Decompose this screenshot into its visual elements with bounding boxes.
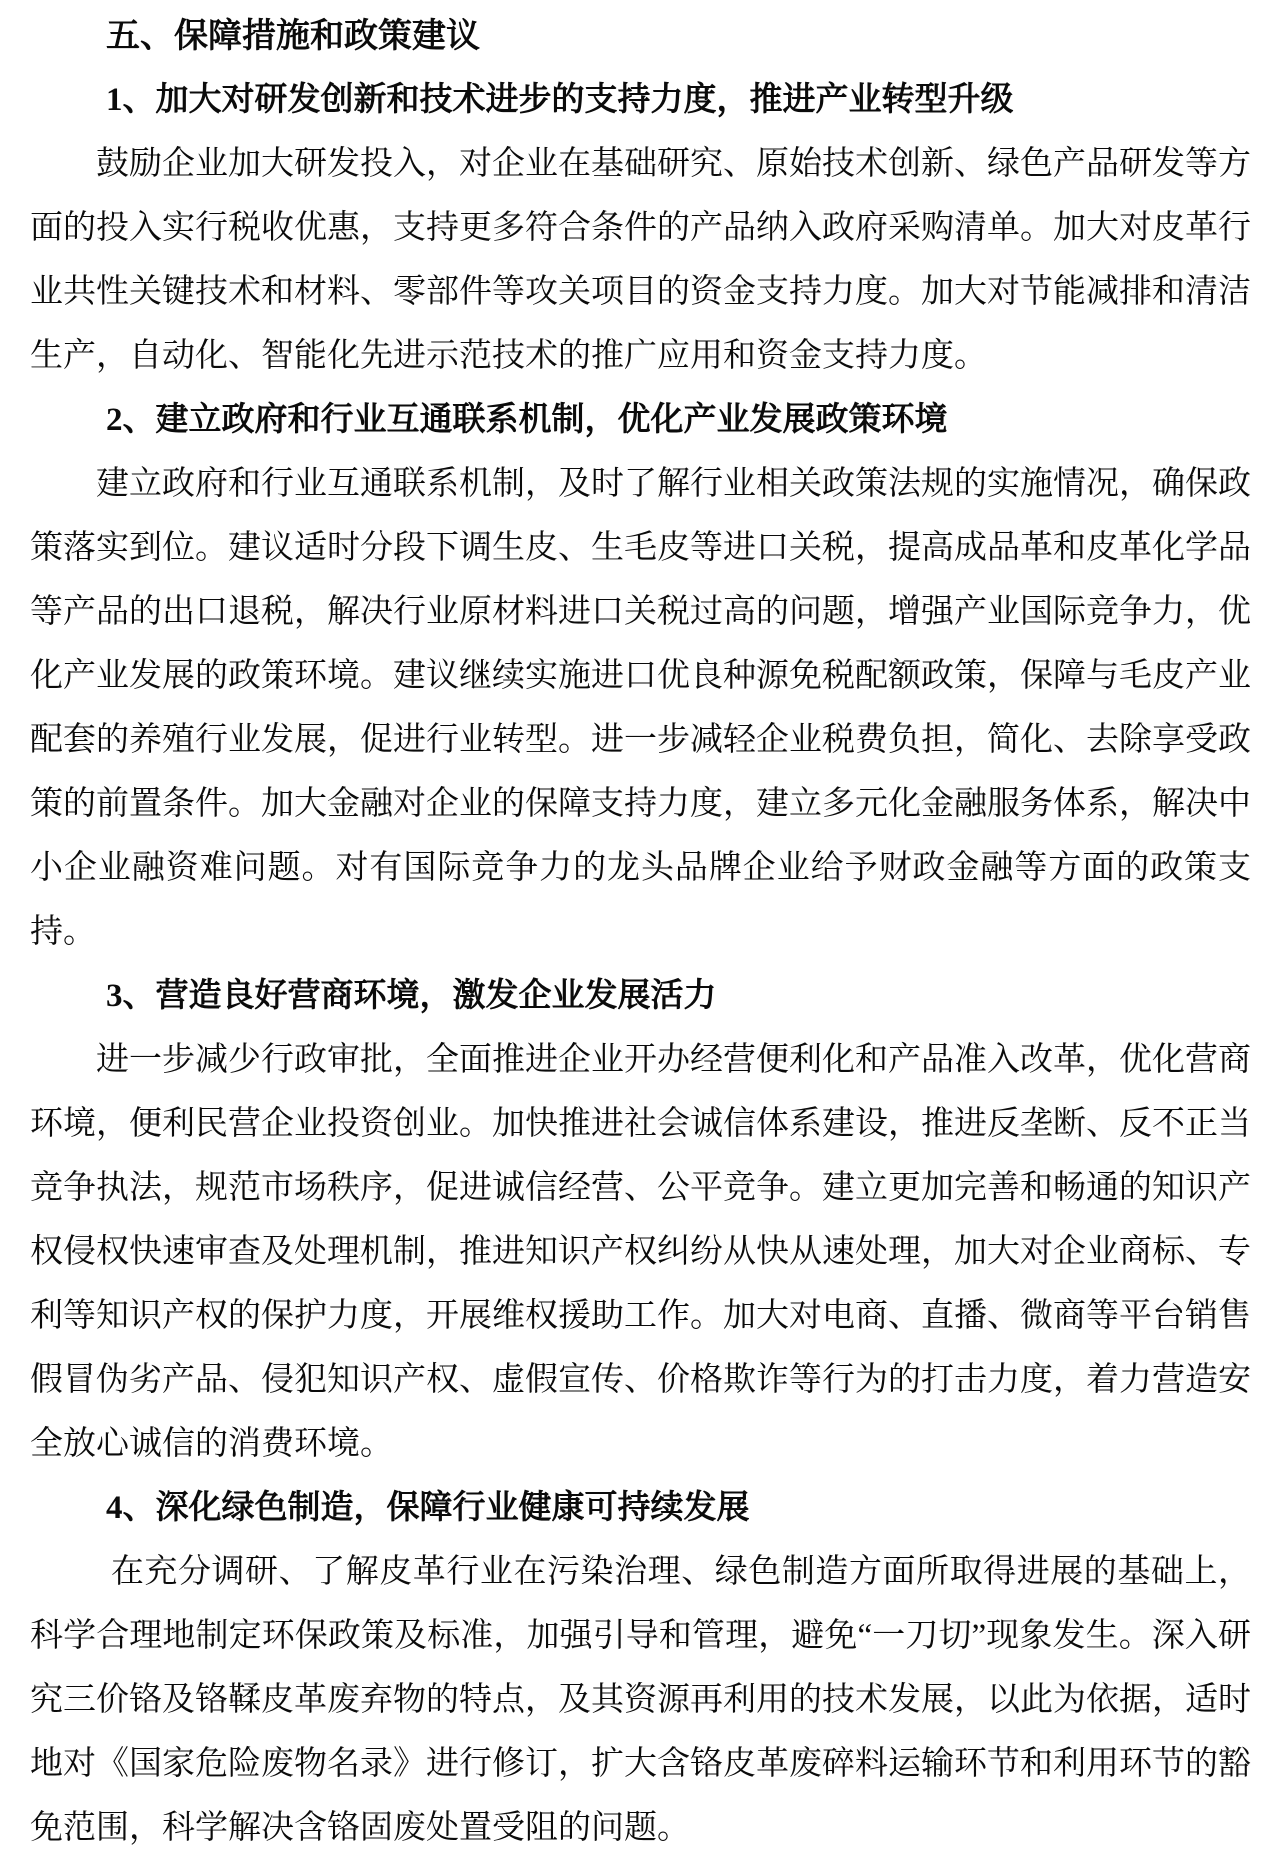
section-4-paragraph: 在充分调研、了解皮革行业在污染治理、绿色制造方面所取得进展的基础上，科学合理地制定环保政策及标准，加强引导和管理，避免“一刀切”现象发生。深入研究三价铬及铬鞣皮革废弃物的特点，及其资源再利用的技术发展，以此为依据，适时地对《国家危险废物名录》进行修订，扩大含铬皮革废碎料运输环节和利用环节的豁免范围，科学解决含铬固废处置受阻的问题。 — [30, 1554, 1251, 1846]
section-1 — [30, 68, 1251, 388]
section-1-paragraph: 鼓励企业加大研发投入，对企业在基础研究、原始技术创新、绿色产品研发等方面的投入实行税收优惠，支持更多符合条件的产品纳入政府采购清单。加大对皮革行业共性关键技术和材料、零部件等攻关项目的资金支持力度。加大对节能减排和清洁生产，自动化、智能化先进示范技术的推广应用和资金支持力度。 — [30, 146, 1251, 374]
section-2-heading: 2、建立政府和行业互通联系机制，优化产业发展政策环境 — [106, 402, 948, 438]
section-2 — [30, 388, 1251, 964]
section-4-heading: 4、深化绿色制造，保障行业健康可持续发展 — [106, 1490, 750, 1526]
document-title: 五、保障措施和政策建议 — [106, 17, 480, 55]
section-3 — [30, 964, 1251, 1476]
section-3-paragraph: 进一步减少行政审批，全面推进企业开办经营便利化和产品准入改革，优化营商环境，便利民营企业投资创业。加快推进社会诚信体系建设，推进反垄断、反不正当竞争执法，规范市场秩序，促进诚信经营、公平竞争。建立更加完善和畅通的知识产权侵权快速审查及处理机制，推进知识产权纠纷从快从速处理，加大对企业商标、专利等知识产权的保护力度，开展维权援助工作。加大对电商、直播、微商等平台销售假冒伪劣产品、侵犯知识产权、虚假宣传、价格欺诈等行为的打击力度，着力营造安全放心诚信的消费环境。 — [30, 1042, 1251, 1462]
section-4 — [30, 1476, 1251, 1860]
section-2-paragraph: 建立政府和行业互通联系机制，及时了解行业相关政策法规的实施情况，确保政策落实到位。建议适时分段下调生皮、生毛皮等进口关税，提高成品革和皮革化学品等产品的出口退税，解决行业原材料进口关税过高的问题，增强产业国际竞争力，优化产业发展的政策环境。建议继续实施进口优良种源免税配额政策，保障与毛皮产业配套的养殖行业发展，促进行业转型。进一步减轻企业税费负担，简化、去除享受政策的前置条件。加大金融对企业的保障支持力度，建立多元化金融服务体系，解决中小企业融资难问题。对有国际竞争力的龙头品牌企业给予财政金融等方面的政策支持。 — [30, 466, 1251, 950]
section-3-heading: 3、营造良好营商环境，激发企业发展活力 — [106, 978, 717, 1014]
section-1-heading: 1、加大对研发创新和技术进步的支持力度，推进产业转型升级 — [106, 82, 1014, 118]
